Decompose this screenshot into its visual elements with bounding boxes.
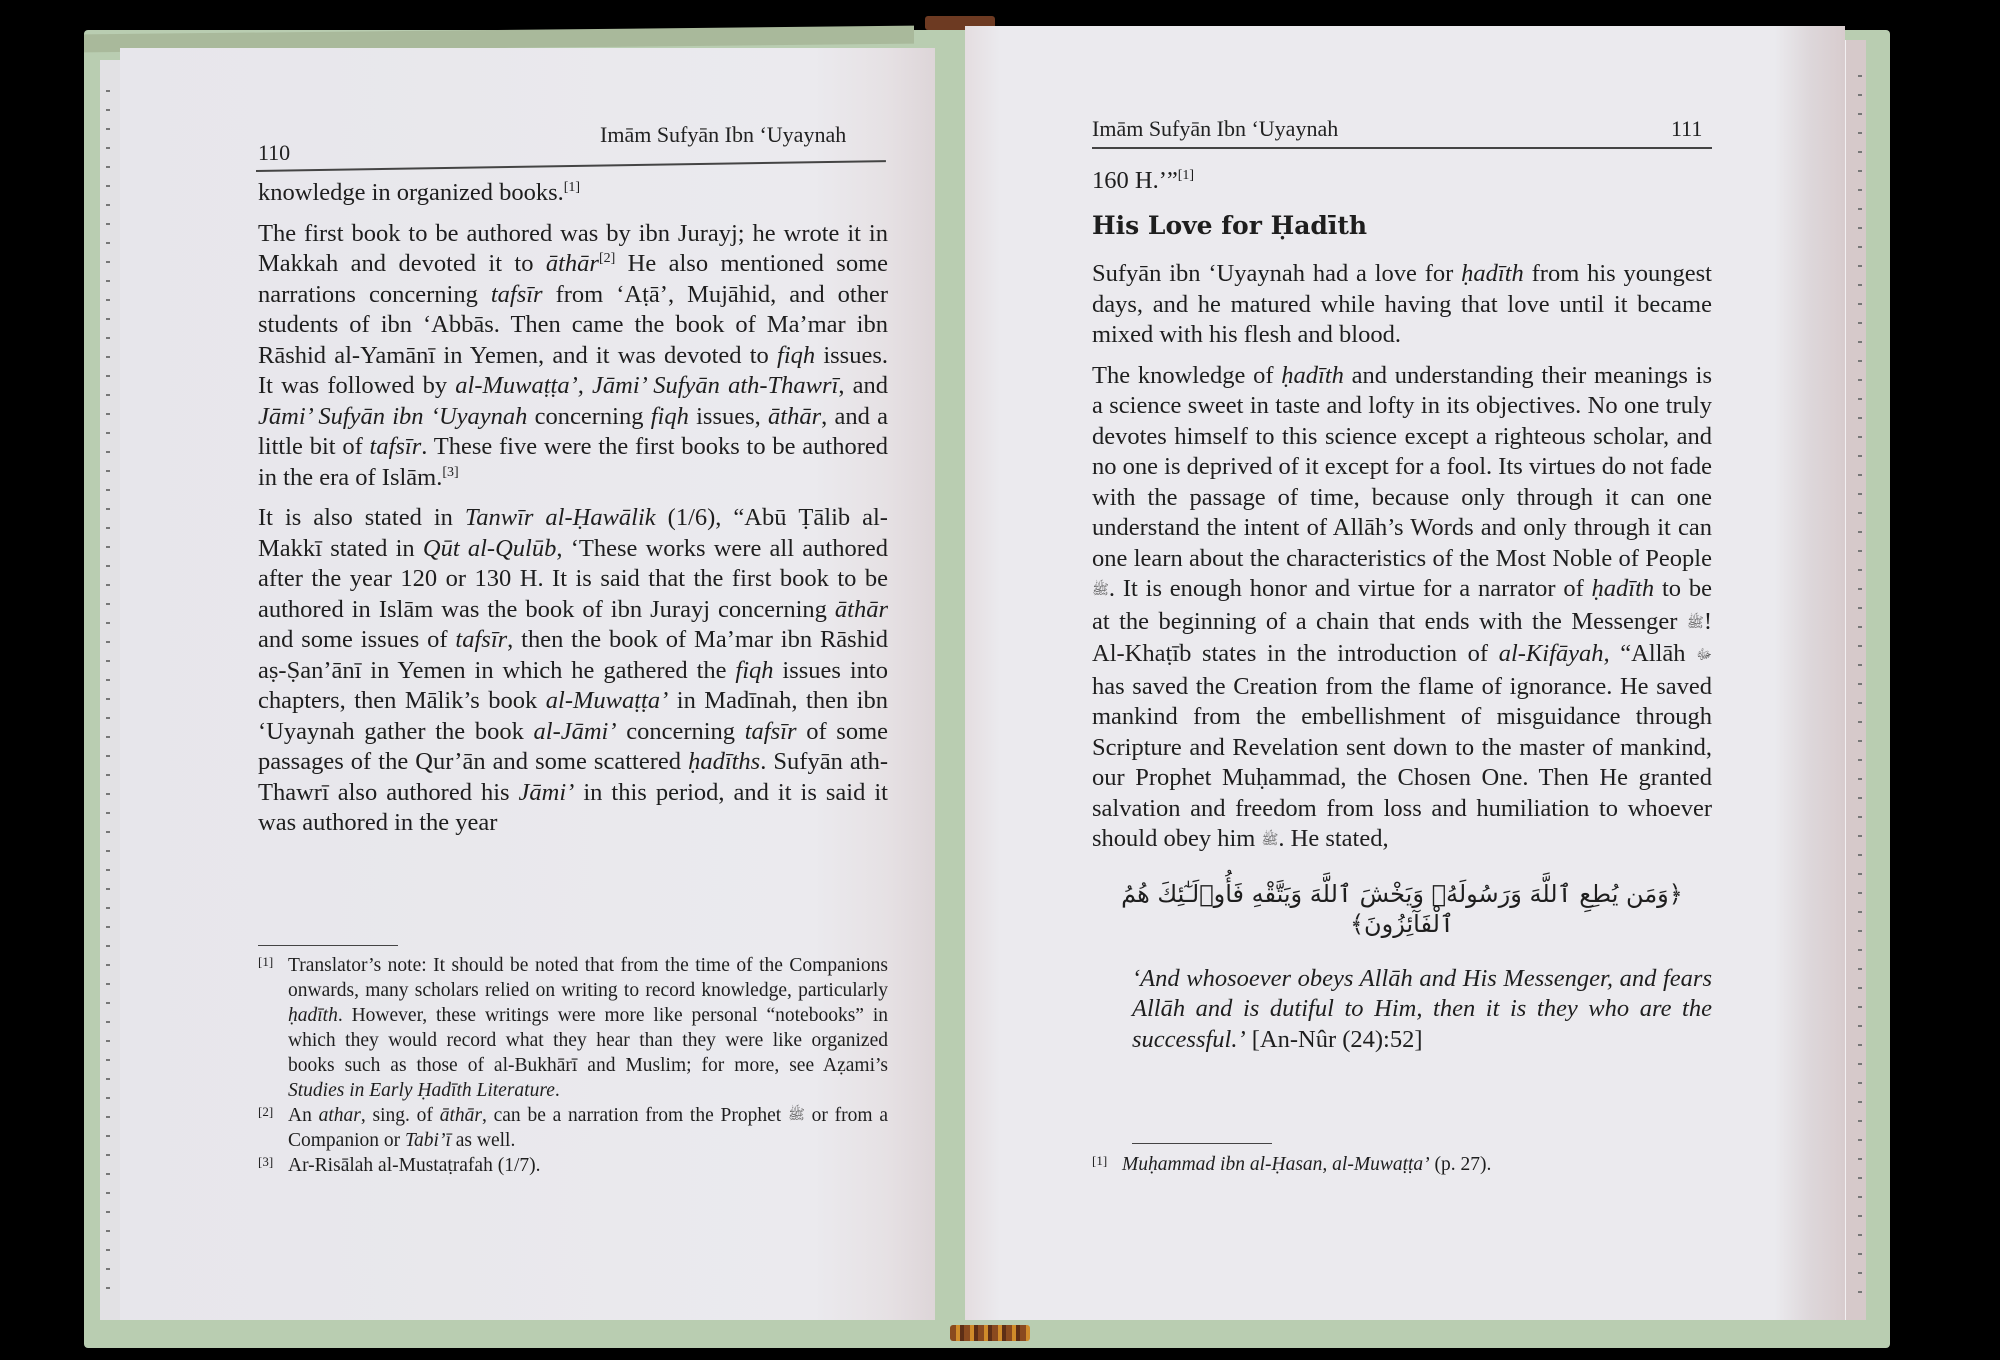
binding-stitch <box>106 185 110 187</box>
binding-stitch <box>106 964 110 966</box>
binding-stitch <box>106 1154 110 1156</box>
binding-stitch <box>1858 626 1862 628</box>
italic-term: al-Muwaṭṭa’ <box>545 687 669 714</box>
body-text <box>258 178 888 849</box>
footnote-number: [1] <box>1092 1153 1108 1168</box>
binding-stitch <box>1858 75 1862 77</box>
page-number: 111 <box>1671 116 1703 141</box>
spine-headband-bottom <box>950 1325 1030 1341</box>
binding-stitch <box>1858 417 1862 419</box>
binding-stitch <box>1858 1139 1862 1141</box>
binding-stitch <box>106 679 110 681</box>
binding-stitch <box>106 1249 110 1251</box>
binding-stitch <box>106 432 110 434</box>
binding-stitch <box>1858 892 1862 894</box>
italic-term: āthār <box>834 595 888 623</box>
binding-stitch <box>1858 265 1862 267</box>
paragraphs <box>1092 259 1712 857</box>
binding-stitch <box>106 850 110 852</box>
binding-stitch <box>106 888 110 890</box>
binding-stitch <box>1858 398 1862 400</box>
italic-term: Jāmi’ Sufyān ibn ‘Uyaynah <box>258 402 528 430</box>
footnote: [1] Translator’s note: It should be noted that from the time of the Companions onwards, many scholars relied on writing to record knowledge, particularly ḥadīth. However, these writings were more like personal “notebooks” in which they would record what they hear than they were like organized books such as those of al-Bukhārī and Muslim; for more, see Aẓami’s Studies in Early Ḥadīth Literature. <box>258 953 888 1103</box>
left-page <box>120 48 935 1320</box>
italic-term: fiqh <box>650 402 689 430</box>
binding-stitch <box>106 451 110 453</box>
binding-stitch <box>106 945 110 947</box>
binding-stitch <box>1858 1272 1862 1274</box>
body-text <box>1092 166 1712 1055</box>
binding-stitch <box>1858 1120 1862 1122</box>
footnotes <box>1092 1152 1712 1177</box>
binding-stitch <box>1858 569 1862 571</box>
binding-stitch <box>106 736 110 738</box>
binding-stitch <box>106 413 110 415</box>
binding-stitch <box>106 242 110 244</box>
binding-stitch <box>1858 607 1862 609</box>
binding-stitch <box>106 261 110 263</box>
binding-stitch <box>1858 550 1862 552</box>
binding-stitch <box>106 774 110 776</box>
binding-stitch <box>106 622 110 624</box>
binding-stitch <box>1858 1215 1862 1217</box>
paragraph: It is also stated in Tanwīr al-Ḥawālik (1/6), “Abū Ṭālib al-Makkī stated in Qūt al-Qulūb, ‘These works were all authored after the year 120 or 130 H. It is said that the first book to be authored in Islām was the book of ibn Jurayj concerning āthār and some issues of tafsīr, then the book of Ma’mar ibn Rāshid aṣ-Ṣan’ānī in Yemen in which he gathered the fiqh issues into chapters, then Mālik’s book al-Muwaṭṭa’ in Madīnah, then ibn ‘Uyaynah gather the book al-Jāmi’ concerning tafsīr of some passages of the Qur’ān and some scattered ḥadīths. Sufyān ath-Thawrī also authored his Jāmi’ in this period, and it is said it was authored in the year <box>258 504 889 836</box>
binding-stitch <box>1858 702 1862 704</box>
binding-stitch <box>1858 493 1862 495</box>
binding-stitch <box>1858 455 1862 457</box>
binding-stitch <box>106 1097 110 1099</box>
binding-stitch <box>1858 645 1862 647</box>
binding-stitch <box>1858 1063 1862 1065</box>
binding-stitch <box>1858 873 1862 875</box>
binding-stitch <box>1858 778 1862 780</box>
continued-text: 160 H.’”[1] <box>1092 167 1195 194</box>
binding-stitch <box>1858 474 1862 476</box>
binding-stitch <box>1858 835 1862 837</box>
page-number: 110 <box>258 140 291 165</box>
binding-stitch <box>1858 930 1862 932</box>
left-page-stack-edge <box>100 60 121 1320</box>
binding-stitch <box>1858 759 1862 761</box>
binding-stitch <box>1858 797 1862 799</box>
binding-stitch <box>106 1287 110 1289</box>
binding-stitch <box>1858 1044 1862 1046</box>
salutation-glyph-icon: ﷺ <box>1261 833 1279 848</box>
binding-stitch <box>106 1230 110 1232</box>
binding-stitch <box>106 128 110 130</box>
binding-stitch <box>1858 246 1862 248</box>
binding-stitch <box>1858 132 1862 134</box>
binding-stitch <box>1858 854 1862 856</box>
binding-stitch <box>1858 189 1862 191</box>
binding-stitch <box>106 1268 110 1270</box>
binding-stitch <box>106 983 110 985</box>
binding-stitch <box>1858 227 1862 229</box>
binding-stitch <box>106 755 110 757</box>
binding-stitch <box>106 1135 110 1137</box>
binding-stitch <box>106 394 110 396</box>
binding-stitch <box>106 1059 110 1061</box>
salutation-glyph-icon: ﷺ <box>787 1108 805 1123</box>
italic-term: āthār <box>439 1105 482 1126</box>
italic-term: ḥadīth <box>1591 575 1655 602</box>
binding-stitch <box>1858 1196 1862 1198</box>
binding-stitch <box>106 660 110 662</box>
italic-term: athar <box>318 1105 361 1126</box>
footnote-ref[interactable]: [1] <box>563 179 581 195</box>
binding-stitch <box>1858 208 1862 210</box>
binding-stitch <box>106 1116 110 1118</box>
binding-stitch <box>1858 322 1862 324</box>
binding-stitch <box>106 1211 110 1213</box>
binding-stitch <box>1858 1082 1862 1084</box>
binding-stitch <box>1858 379 1862 381</box>
verse-reference: [An-Nûr (24):52] <box>1245 1025 1423 1053</box>
italic-term: Tabi’ī <box>405 1130 451 1151</box>
italic-term: Tanwīr al-Ḥawālik <box>464 504 656 531</box>
binding-stitch <box>1858 303 1862 305</box>
italic-term: fiqh <box>777 341 816 369</box>
binding-stitch <box>106 1002 110 1004</box>
translation-text: ‘And whosoever obeys Allāh and His Messenger, and fears Allāh and is dutiful to Him, then it is they who are the successful.’ <box>1132 964 1712 1053</box>
salutation-glyph-icon: ﷻ <box>1696 648 1712 663</box>
footnote-ref[interactable]: [1] <box>1177 167 1195 183</box>
footnote: [1] Muḥammad ibn al-Ḥasan, al-Muwaṭṭa’ (p. 27). <box>1092 1152 1712 1177</box>
binding-stitch <box>106 508 110 510</box>
italic-term: āthār <box>545 250 599 277</box>
binding-stitch <box>106 337 110 339</box>
binding-stitch <box>1858 949 1862 951</box>
binding-stitch <box>1858 151 1862 153</box>
binding-stitch <box>106 90 110 92</box>
binding-stitch <box>106 641 110 643</box>
binding-stitch <box>1858 512 1862 514</box>
binding-stitch <box>106 204 110 206</box>
binding-stitch <box>106 147 110 149</box>
binding-stitch <box>106 869 110 871</box>
binding-stitch <box>1858 170 1862 172</box>
binding-stitch <box>1858 436 1862 438</box>
right-page-stack-edge <box>1845 40 1866 1320</box>
binding-stitch <box>106 1078 110 1080</box>
binding-stitch <box>1858 94 1862 96</box>
footnote-number: [1] <box>258 954 274 969</box>
binding-stitch <box>1858 968 1862 970</box>
binding-stitch <box>1858 531 1862 533</box>
binding-stitch <box>1858 1158 1862 1160</box>
binding-stitch <box>1858 911 1862 913</box>
italic-term: tafsīr <box>744 717 797 745</box>
binding-stitch <box>106 1192 110 1194</box>
binding-stitch <box>1858 1234 1862 1236</box>
italic-term: Muḥammad ibn al-Ḥasan, al-Muwaṭṭa’ <box>1122 1154 1430 1175</box>
binding-stitch <box>106 565 110 567</box>
header-rule <box>1092 147 1712 149</box>
binding-stitch <box>106 299 110 301</box>
italic-term: ḥadīths <box>688 748 761 775</box>
binding-stitch <box>1858 360 1862 362</box>
binding-stitch <box>1858 588 1862 590</box>
binding-stitch <box>106 318 110 320</box>
binding-stitch <box>106 1173 110 1175</box>
binding-stitch <box>106 1040 110 1042</box>
italic-term: al-Kifāyah, <box>1498 640 1610 667</box>
running-head: Imām Sufyān Ibn ‘Uyaynah <box>1092 116 1339 141</box>
running-head: Imām Sufyān Ibn ‘Uyaynah <box>600 122 847 147</box>
italic-term: āthār <box>768 402 822 430</box>
binding-stitch <box>106 717 110 719</box>
binding-stitch <box>106 603 110 605</box>
binding-stitch <box>106 356 110 358</box>
binding-stitch <box>106 223 110 225</box>
binding-stitch <box>106 584 110 586</box>
footnote: [3] Ar-Risālah al-Mustaṭrafah (1/7). <box>258 1153 888 1178</box>
footnote-number: [3] <box>258 1154 274 1169</box>
italic-term: al-Jāmi’ <box>533 717 617 745</box>
binding-stitch <box>106 280 110 282</box>
binding-stitch <box>106 109 110 111</box>
binding-stitch <box>106 546 110 548</box>
italic-term: tafsīr <box>455 626 508 653</box>
arabic-verse: ﴿وَمَن يُطِعِ ٱللَّهَ وَرَسُولَهُۥ وَيَخْشَ ٱللَّهَ وَيَتَّقْهِ فَأُو۟لَـٰٓئِكَ هُمُ ٱلْفَآئِزُونَ﴾ <box>1121 879 1683 938</box>
italic-term: Qūt al-Qulūb <box>422 534 557 562</box>
binding-stitch <box>1858 987 1862 989</box>
binding-stitch <box>106 812 110 814</box>
section-heading: His Love for Ḥadīth <box>1092 210 1368 240</box>
binding-stitch <box>1858 284 1862 286</box>
binding-stitch <box>106 698 110 700</box>
binding-stitch <box>1858 1025 1862 1027</box>
paragraph: The first book to be authored was by ibn Jurayj; he wrote it in Makkah and devoted it to āthār[2] He also mentioned some narrations concerning tafsīr from ‘Aṭā’, Mujāhid, and other students of ibn ‘Abbās. Then came the book of Ma’mar ibn Rāshid al-Yamānī in Yemen, and it was devoted to fiqh issues. It was followed by al-Muwaṭṭa’, Jāmi’ Sufyān ath-Thawrī, and Jāmi’ Sufyān ibn ‘Uyaynah concerning fiqh issues, āthār, and a little bit of tafsīr. These five were the first books to be authored in the era of Islām.[3] <box>258 219 889 491</box>
verse-translation <box>1092 964 1712 1056</box>
binding-stitch <box>106 926 110 928</box>
italic-term: ḥadīth <box>1461 260 1524 287</box>
footnote-number: [2] <box>258 1104 274 1119</box>
binding-stitch <box>106 527 110 529</box>
italic-term: ḥadīth <box>1281 361 1344 389</box>
binding-stitch <box>1858 1253 1862 1255</box>
footnote-rule <box>1132 1143 1272 1144</box>
binding-stitch <box>106 489 110 491</box>
binding-stitch <box>1858 1177 1862 1179</box>
binding-stitch <box>1858 341 1862 343</box>
binding-stitch <box>106 1021 110 1023</box>
footnote: [2] An athar, sing. of āthār, can be a narration from the Prophet ﷺ or from a Companion or Tabi’ī as well. <box>258 1103 888 1153</box>
footnotes <box>258 953 888 1178</box>
binding-stitch <box>1858 1101 1862 1103</box>
footnote-rule <box>258 945 398 946</box>
footnote-ref[interactable]: [3] <box>442 464 459 480</box>
italic-term: tafsīr <box>490 280 543 308</box>
paragraph: Sufyān ibn ‘Uyaynah had a love for ḥadīth from his youngest days, and he matured while having that love until it became mixed with his flesh and blood. <box>1092 260 1712 348</box>
binding-stitch <box>1858 664 1862 666</box>
italic-term: fiqh <box>735 656 774 684</box>
italic-term: al-Muwaṭṭa’, Jāmi’ Sufyān ath-Thawrī <box>455 372 839 399</box>
paragraph: The knowledge of ḥadīth and understanding their meanings is a science sweet in taste and lofty in its objectives. No one truly devotes himself to this science except a righteous scholar, and no one is deprived of it except for a fool. Its virtues do not fade with the passage of time, because only through it can one understand the intent of Allāh’s Words and only through it can one learn about the characteristics of the Most Noble of People ﷺ. It is enough honor and virtue for a narrator of ḥadīth to be at the beginning of a chain that ends with the Messenger ﷺ! Al-Khaṭīb states in the introduction of al-Kifāyah, “Allāh ﷻ has saved the Creation from the flame of ignorance. He saved mankind from the embellishment of misguidance through Scripture and Revelation sent down to the master of mankind, our Prophet Muḥammad, the Chosen One. Then He granted salvation and freedom from loss and humiliation to whoever should obey him ﷺ. He stated, <box>1092 361 1712 852</box>
salutation-glyph-icon: ﷺ <box>1092 583 1109 598</box>
italic-term: tafsīr <box>369 433 422 460</box>
binding-stitch <box>106 907 110 909</box>
italic-term: Jāmi’ <box>518 778 575 806</box>
binding-stitch <box>1858 1006 1862 1008</box>
binding-stitch <box>1858 683 1862 685</box>
binding-stitch <box>106 470 110 472</box>
binding-stitch <box>106 375 110 377</box>
salutation-glyph-icon: ﷺ <box>1686 615 1704 631</box>
binding-stitch <box>106 831 110 833</box>
binding-stitch <box>1858 816 1862 818</box>
binding-stitch <box>1858 721 1862 723</box>
italic-term: ḥadīth <box>288 1005 338 1026</box>
binding-stitch <box>106 793 110 795</box>
binding-stitch <box>1858 740 1862 742</box>
binding-stitch <box>1858 113 1862 115</box>
right-page <box>965 26 1845 1320</box>
binding-stitch <box>106 166 110 168</box>
italic-term: Studies in Early Ḥadīth Literature <box>288 1080 555 1101</box>
paragraph: knowledge in organized books.[1] <box>258 179 581 206</box>
footnote-ref[interactable]: [2] <box>598 250 616 266</box>
binding-stitch <box>1858 1291 1862 1293</box>
header-rule <box>256 160 886 171</box>
